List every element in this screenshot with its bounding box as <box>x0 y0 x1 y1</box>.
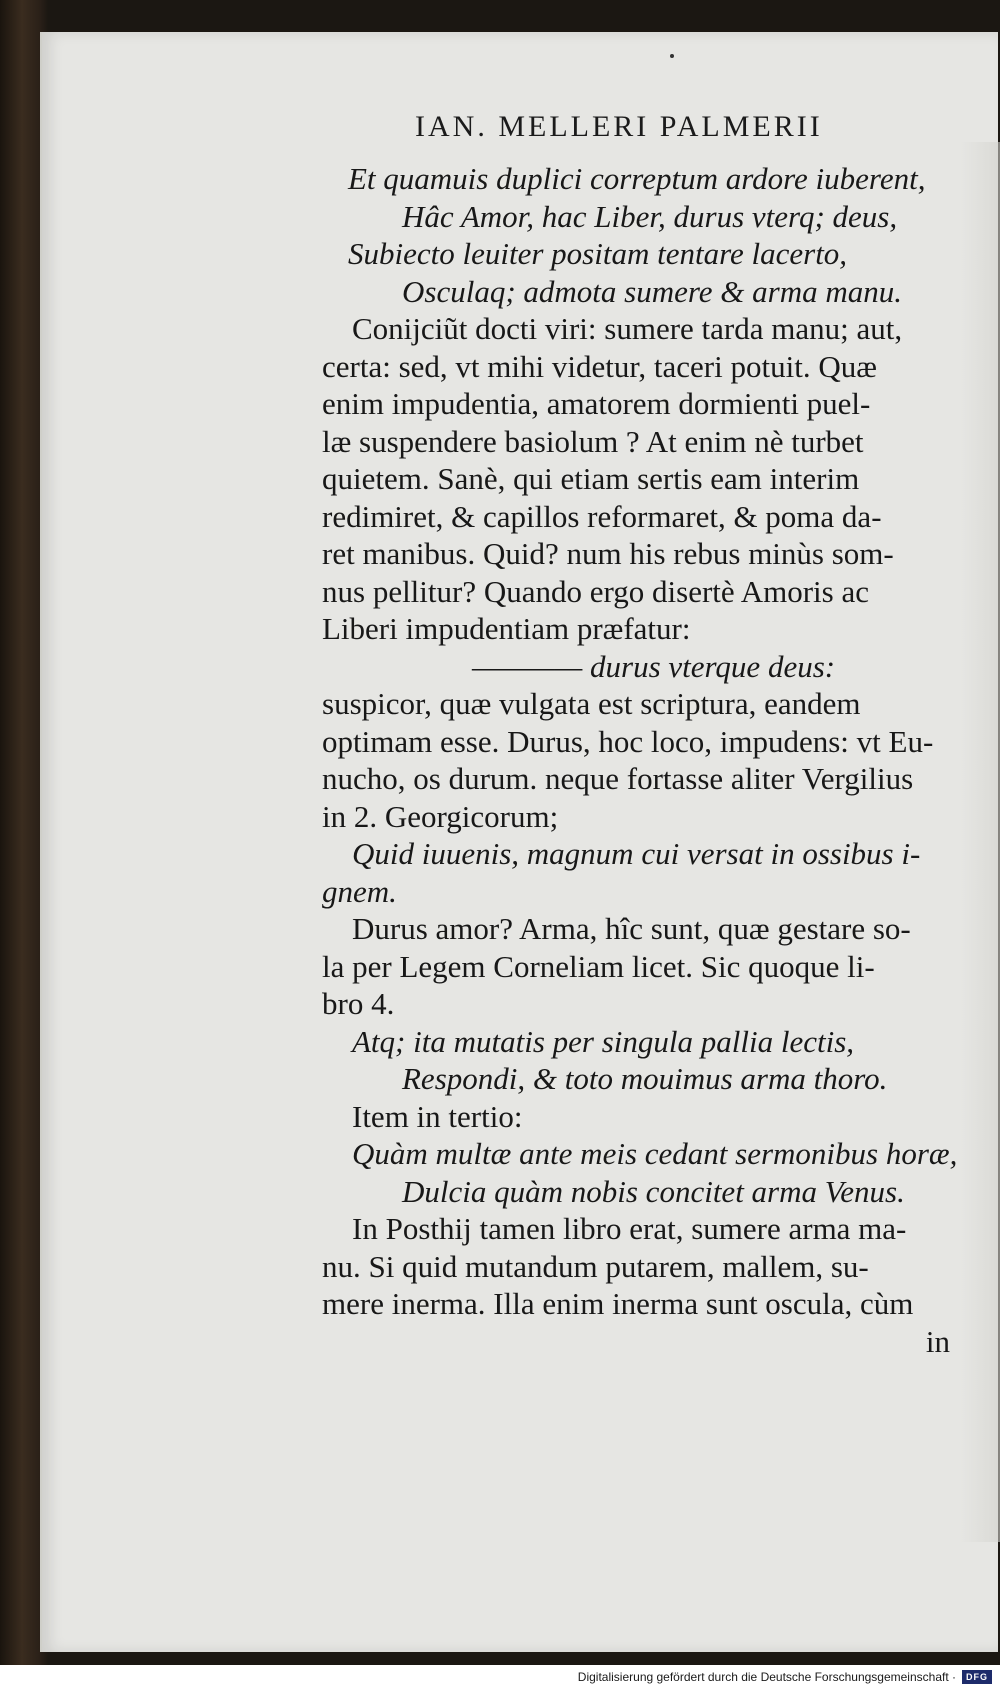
text-line: ret manibus. Quid? num his rebus minùs som- <box>322 536 894 571</box>
text-line: nus pellitur? Quando ergo disertè Amoris ac <box>322 573 869 609</box>
text-line: suspicor, quæ vulgata est scriptura, eandem <box>322 686 861 721</box>
text-line: enim impudentia, amatorem dormienti puel- <box>322 386 871 421</box>
text-line: nu. Si quid mutandum putarem, mallem, su- <box>322 1248 869 1284</box>
text-line: la per Legem Corneliam licet. Sic quoque li- <box>322 948 875 984</box>
text-line: Et quamuis duplici correptum ardore iuberent, <box>348 161 926 196</box>
text-line: Dulcia quàm nobis concitet arma Venus. <box>402 1173 905 1209</box>
text-line: ———— durus vterque deus: <box>472 648 836 684</box>
text-line: læ suspendere basiolum ? At enim nè turbet <box>322 423 864 459</box>
text-line: In Posthij tamen libro erat, sumere arma ma- <box>352 1211 907 1246</box>
text-line: Osculaq; admota sumere & arma manu. <box>402 273 902 309</box>
dfg-logo-icon: DFG <box>962 1670 992 1684</box>
text-line: Liberi impudentiam præfatur: <box>322 611 691 646</box>
text-line: nucho, os durum. neque fortasse aliter Vergilius <box>322 761 914 796</box>
text-line: gnem. <box>322 873 397 909</box>
text-line: Durus amor? Arma, hîc sunt, quæ gestare so- <box>352 911 911 946</box>
text-line: mere inerma. Illa enim inerma sunt oscula, cùm <box>322 1286 914 1321</box>
text-line: quietem. Sanè, qui etiam sertis eam interim <box>322 461 860 496</box>
footer-credit: Digitalisierung gefördert durch die Deutsche Forschungsgemeinschaft · <box>577 1670 956 1684</box>
text-line: Item in tertio: <box>352 1098 523 1134</box>
text-line: Quid iuuenis, magnum cui versat in ossibus i- <box>352 836 921 871</box>
catchword: in <box>925 1323 950 1359</box>
text-line: Atq; ita mutatis per singula pallia lectis, <box>352 1023 855 1059</box>
text-line: in 2. Georgicorum; <box>322 798 559 834</box>
text-line: certa: sed, vt mihi videtur, taceri potuit. Quæ <box>322 348 877 384</box>
running-title: IAN. MELLERI PALMERII <box>415 110 823 143</box>
text-line: Conijciũt docti viri: sumere tarda manu; aut, <box>352 311 903 346</box>
text-line: bro 4. <box>322 986 395 1021</box>
text-line: Subiecto leuiter positam tentare lacerto, <box>348 236 848 271</box>
text-line: redimiret, & capillos reformaret, & poma da- <box>322 498 882 534</box>
ink-dot <box>670 54 674 58</box>
text-line: Hâc Amor, hac Liber, durus vterq; deus, <box>402 198 898 234</box>
page-gutter <box>960 142 1000 1542</box>
text-line: optimam esse. Durus, hoc loco, impudens: vt Eu- <box>322 723 934 759</box>
text-line: Quàm multæ ante meis cedant sermonibus horæ, <box>352 1136 958 1171</box>
text-line: Respondi, & toto mouimus arma thoro. <box>402 1061 888 1096</box>
body-text <box>322 160 962 1360</box>
footer-bar <box>0 1665 1000 1690</box>
